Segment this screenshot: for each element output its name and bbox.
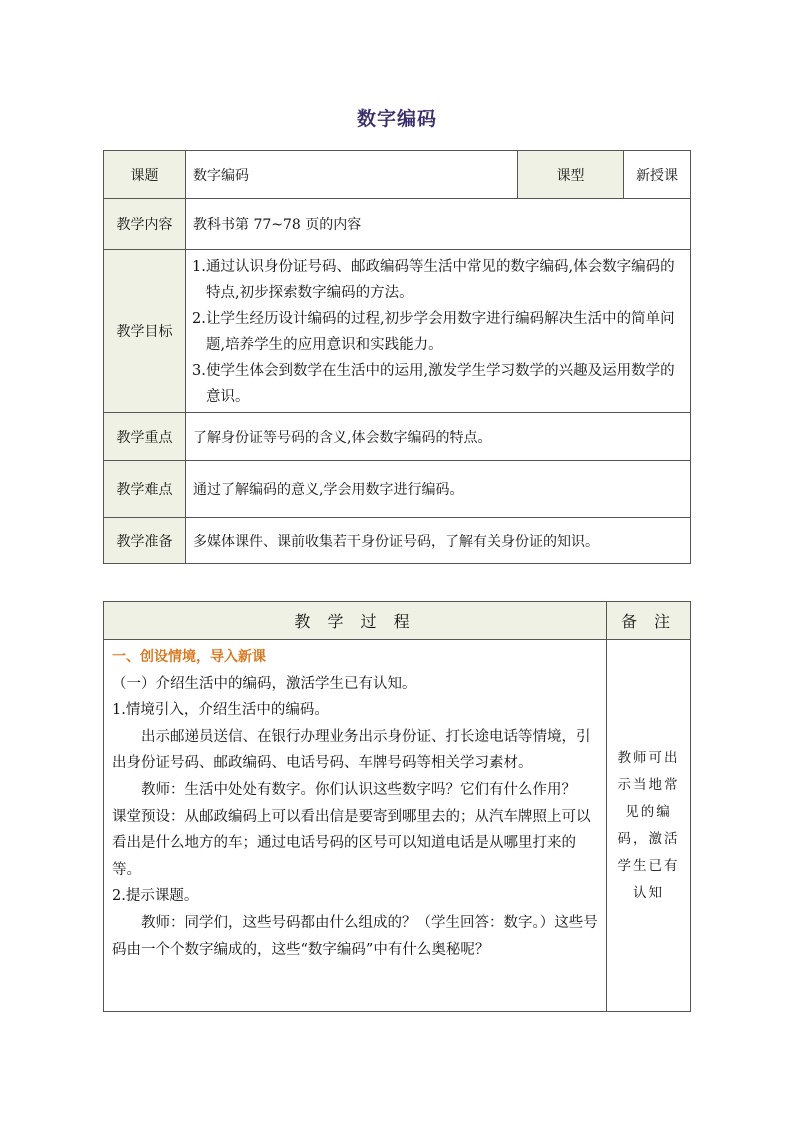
type-value: 新授课	[624, 151, 691, 199]
content-row	[104, 199, 691, 250]
difficulty-value: 通过了解编码的意义,学会用数字进行编码。	[186, 461, 691, 518]
goal-number: 3.	[192, 363, 206, 379]
prep-label: 教学准备	[104, 518, 186, 564]
content-label: 教学内容	[104, 199, 186, 250]
goal-item	[192, 306, 684, 358]
page-title: 数字编码	[356, 108, 437, 130]
note-content: 教师可出示当地常见的编码，激活学生已有认知	[607, 640, 691, 1012]
goal-item	[192, 254, 684, 306]
goals-label: 教学目标	[104, 250, 186, 413]
goals-row	[104, 250, 691, 413]
process-paragraph: （一）介绍生活中的编码，激活学生已有认知。	[112, 675, 417, 692]
prep-row	[104, 518, 691, 564]
topic-value: 数字编码	[186, 151, 518, 199]
type-label: 课型	[518, 151, 624, 199]
process-body-row	[104, 640, 691, 1012]
goal-number: 2.	[192, 311, 206, 327]
topic-label: 课题	[104, 151, 186, 199]
process-paragraph: 教师：同学们，这些号码都由什么组成的？（学生回答：数字。）这些号码由一个个数字编成的，这些“数字编码”中有什么奥秘呢？	[112, 914, 598, 958]
key-row	[104, 413, 691, 461]
process-table	[103, 601, 691, 1012]
difficulty-label: 教学难点	[104, 461, 186, 518]
goals-list	[186, 250, 690, 412]
key-value: 了解身份证等号码的含义,体会数字编码的特点。	[186, 413, 691, 461]
key-label: 教学重点	[104, 413, 186, 461]
goal-text: 使学生体会到数学在生活中的运用,激发学生学习数学的兴趣及运用数学的意识。	[206, 363, 675, 405]
goals-cell	[186, 250, 691, 413]
content-value: 教科书第 77~78 页的内容	[186, 199, 691, 250]
goal-text: 通过认识身份证号码、邮政编码等生活中常见的数字编码,体会数字编码的特点,初步探索数字编码的方法。	[206, 259, 675, 301]
goal-text: 让学生经历设计编码的过程,初步学会用数字进行编码解决生活中的简单问题,培养学生的应用意识和实践能力。	[206, 311, 675, 353]
process-paragraph: 出示邮递员送信、在银行办理业务出示身份证、打长途电话等情境，引出身份证号码、邮政编码、电话号码、车牌号码等相关学习素材。	[112, 728, 591, 772]
process-header-row	[104, 602, 691, 640]
process-paragraph: 教师：生活中处处有数字。你们认识这些数字吗？它们有什么作用？	[141, 781, 576, 798]
goal-item	[192, 358, 684, 410]
process-paragraph: 课堂预设：从邮政编码上可以看出信是要寄到哪里去的；从汽车牌照上可以看出是什么地方的车；通过电话号码的区号可以知道电话是从哪里打来的等。	[112, 808, 591, 878]
goal-number: 1.	[192, 259, 206, 275]
section-heading: 一、创设情境，导入新课	[112, 649, 266, 665]
note-header: 备 注	[607, 602, 691, 640]
topic-row	[104, 151, 691, 199]
process-paragraphs	[112, 671, 600, 964]
process-paragraph: 2.提示课题。	[112, 888, 199, 905]
lesson-info-table	[103, 150, 691, 564]
process-header: 教 学 过 程	[104, 602, 607, 640]
process-content	[104, 640, 607, 1012]
process-paragraph: 1.情境引入，介绍生活中的编码。	[112, 702, 329, 719]
difficulty-row	[104, 461, 691, 518]
prep-value: 多媒体课件、课前收集若干身份证号码，了解有关身份证的知识。	[186, 518, 691, 564]
